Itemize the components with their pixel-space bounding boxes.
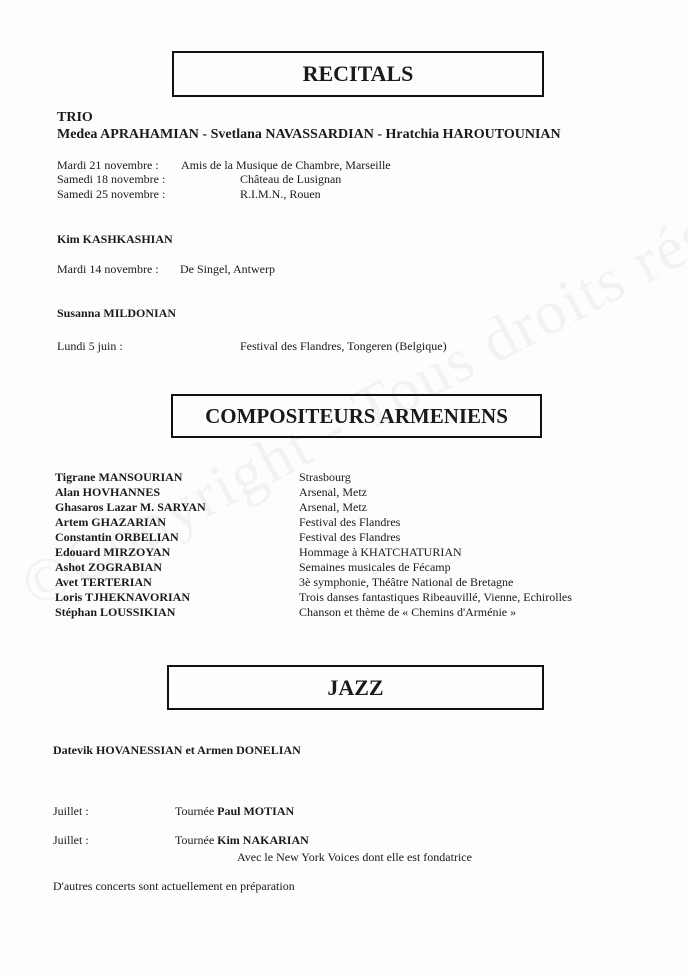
composer-name: Tigrane MANSOURIAN xyxy=(55,470,183,484)
composer-event: Arsenal, Metz xyxy=(299,485,367,499)
composers-heading-box xyxy=(171,394,542,438)
trio-date-1: Mardi 21 novembre : xyxy=(57,158,159,172)
trio-date-3: Samedi 25 novembre : xyxy=(57,187,166,201)
composers-heading: COMPOSITEURS ARMENIENS xyxy=(205,404,508,428)
jazz-tour1-name: Paul MOTIAN xyxy=(217,804,295,818)
kim-venue: De Singel, Antwerp xyxy=(180,262,275,276)
composer-name: Alan HOVHANNES xyxy=(55,485,161,499)
jazz-heading-box xyxy=(167,665,544,710)
composer-event: Festival des Flandres xyxy=(299,515,401,529)
composer-name: Constantin ORBELIAN xyxy=(55,530,179,544)
jazz-tour2-note: Avec le New York Voices dont elle est fondatrice xyxy=(237,850,472,864)
composer-event: Hommage à KHATCHATURIAN xyxy=(299,545,462,559)
composer-name: Edouard MIRZOYAN xyxy=(55,545,171,559)
composer-name: Ashot ZOGRABIAN xyxy=(55,560,163,574)
trio-venue-2: Château de Lusignan xyxy=(240,172,342,186)
jazz-tour1-prefix: Tournée xyxy=(175,804,215,818)
jazz-tour2-date: Juillet : xyxy=(53,833,89,847)
susanna-date: Lundi 5 juin : xyxy=(57,339,123,353)
recitals-heading-box xyxy=(172,51,544,97)
susanna-name: Susanna MILDONIAN xyxy=(57,306,177,320)
jazz-tour1-date: Juillet : xyxy=(53,804,89,818)
jazz-duo: Datevik HOVANESSIAN et Armen DONELIAN xyxy=(53,743,301,757)
composer-name: Loris TJHEKNAVORIAN xyxy=(55,590,191,604)
trio-label: TRIO xyxy=(57,110,93,125)
jazz-tour1 xyxy=(175,804,294,819)
trio-members: Medea APRAHAMIAN - Svetlana NAVASSARDIAN - Hratchia HAROUTOUNIAN xyxy=(57,127,561,142)
composer-event: 3è symphonie, Théâtre National de Bretagne xyxy=(299,575,514,589)
composer-event: Semaines musicales de Fécamp xyxy=(299,560,451,574)
recitals-heading: RECITALS xyxy=(302,61,414,86)
composer-name: Artem GHAZARIAN xyxy=(55,515,166,529)
composer-event: Chanson et thème de « Chemins d'Arménie » xyxy=(299,605,517,619)
trio-venue-1: Amis de la Musique de Chambre, Marseille xyxy=(181,158,391,172)
jazz-tour2 xyxy=(175,833,309,848)
composer-event: Trois danses fantastiques Ribeauvillé, Vienne, Echirolles xyxy=(299,590,572,604)
composer-event: Arsenal, Metz xyxy=(299,500,367,514)
footer-note: D'autres concerts sont actuellement en préparation xyxy=(53,879,295,893)
jazz-tour2-name: Kim NAKARIAN xyxy=(217,833,309,847)
jazz-tour2-prefix: Tournée xyxy=(175,833,215,847)
composer-name: Ghasaros Lazar M. SARYAN xyxy=(55,500,206,514)
composer-event: Strasbourg xyxy=(299,470,351,484)
susanna-venue: Festival des Flandres, Tongeren (Belgique) xyxy=(240,339,447,353)
kim-kashkashian-name: Kim KASHKASHIAN xyxy=(57,232,173,246)
trio-venue-3: R.I.M.N., Rouen xyxy=(240,187,321,201)
composer-event: Festival des Flandres xyxy=(299,530,401,544)
jazz-heading: JAZZ xyxy=(327,675,384,700)
composer-name: Avet TERTERIAN xyxy=(55,575,152,589)
composer-name: Stéphan LOUSSIKIAN xyxy=(55,605,176,619)
trio-date-2: Samedi 18 novembre : xyxy=(57,172,166,186)
kim-date: Mardi 14 novembre : xyxy=(57,262,159,276)
